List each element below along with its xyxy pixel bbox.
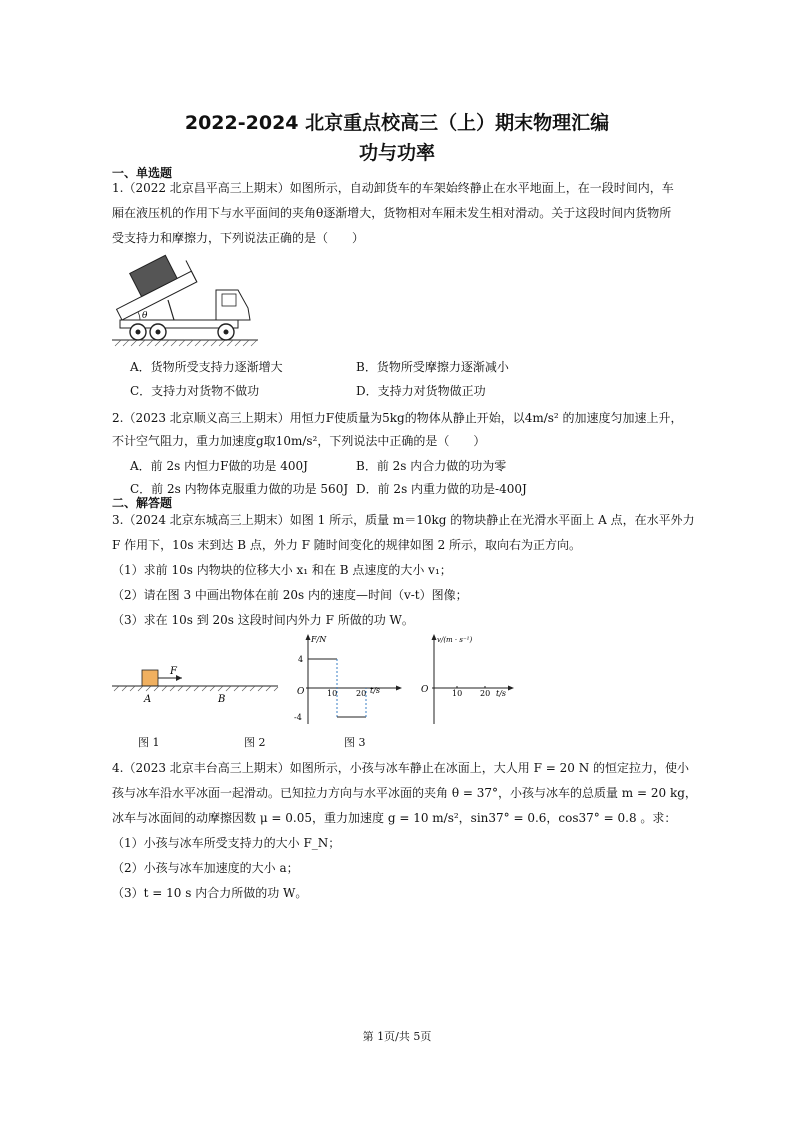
question-4-line-4: （1）小孩与冰车所受支持力的大小 F_N； [112,836,341,850]
question-1-line-3: 受支持力和摩擦力，下列说法正确的是（ ） [112,231,365,245]
x-axis-label: t/s [496,689,507,698]
question-2-option-a: A．前 2s 内恒力F做的功是 400J [130,459,308,473]
force-label: F [170,666,177,677]
y-axis-label: F/N [311,635,327,644]
theta-label: θ [142,311,148,321]
question-2-line-2: 不计空气阻力，重力加速度g取10m/s²，下列说法中正确的是（ ） [112,434,486,448]
page-title: 2022-2024 北京重点校高三（上）期末物理汇编 [184,112,610,134]
question-4-line-5: （2）小孩与冰车加速度的大小 a； [112,861,299,875]
question-2-line-1: 2.（2023 北京顺义高三上期末）用恒力F使质量为5kg的物体从静止开始，以4m/s² 的加速度匀加速上升， [112,411,683,425]
question-4-line-1: 4.（2023 北京丰台高三上期末）如图所示，小孩与冰车静止在冰面上，大人用 F = 20 N 的恒定拉力，使小 [112,761,690,775]
question-1-line-2: 厢在液压机的作用下与水平面间的夹角θ逐渐增大，货物相对车厢未发生相对滑动。关于这段时间内货物所 [112,206,672,220]
figure-3-caption: 图 3 [344,736,366,749]
figure-3-velocity-time-graph [420,630,520,726]
figure-1-caption: 图 1 [138,736,160,749]
x-tick-label-10: 10 [452,689,463,698]
question-1-option-b: B．货物所受摩擦力逐渐减小 [356,360,509,374]
dump-truck-figure [112,252,258,348]
origin-label: O [297,687,305,697]
question-1-option-c: C．支持力对货物不做功 [130,384,260,398]
question-4-line-6: （3）t = 10 s 内合力所做的功 W。 [112,886,308,900]
question-1-line-1: 1.（2022 北京昌平高三上期末）如图所示，自动卸货车的车架始终静止在水平地面上，在一段时间内，车 [112,181,674,195]
point-b-label: B [218,694,226,704]
figure-2-caption: 图 2 [244,736,266,749]
section-heading-single-choice: 一、单选题 [112,166,173,180]
x-tick-label-10: 10 [327,689,338,698]
y-axis-label: v/(m · s⁻¹) [437,636,473,644]
question-1-option-a: A．货物所受支持力逐渐增大 [130,360,283,374]
block [142,670,158,686]
origin-label: O [421,685,429,695]
figure-2-force-time-graph [290,630,410,726]
page-subtitle: 功与功率 [358,142,435,164]
question-2-option-b: B．前 2s 内合力做的功为零 [356,459,507,473]
question-3-line-1: 3.（2024 北京东城高三上期末）如图 1 所示，质量 m＝10kg 的物块静止在光滑水平面上 A 点，在水平外力 [112,513,695,527]
page-footer: 第 1页/共 5页 [362,1030,432,1043]
question-3-line-4: （2）请在图 3 中画出物体在前 20s 内的速度—时间（v-t）图像； [112,588,468,602]
x-axis-label: t/s [370,686,381,695]
section-heading-answer: 二、解答题 [112,496,173,510]
x-tick-label-20: 20 [480,689,491,698]
x-tick-label-20: 20 [356,689,367,698]
question-3-line-5: （3）求在 10s 到 20s 这段时间内外力 F 所做的功 W。 [112,613,414,627]
question-4-line-2: 孩与冰车沿水平冰面一起滑动。已知拉力方向与水平冰面的夹角 θ = 37°，小孩与冰车的总质量 m = 20 kg， [112,786,697,800]
y-tick-label-neg4: -4 [294,713,302,722]
question-1-option-d: D．支持力对货物做正功 [356,384,486,398]
question-2-option-d: D．前 2s 内重力做的功是-400J [356,482,527,496]
question-3-line-2: F 作用下，10s 末到达 B 点，外力 F 随时间变化的规律如图 2 所示，取向右为正方向。 [112,538,582,552]
figure-1-block-on-surface [112,664,280,704]
question-2-option-c: C．前 2s 内物体克服重力做的功是 560J [130,482,349,496]
question-4-line-3: 冰车与冰面间的动摩擦因数 μ = 0.05，重力加速度 g = 10 m/s²，sin37° = 0.6，cos37° = 0.8 。求： [112,811,677,825]
question-3-line-3: （1）求前 10s 内物块的位移大小 x₁ 和在 B 点速度的大小 v₁； [112,563,452,577]
y-tick-label-4: 4 [298,655,304,664]
point-a-label: A [144,694,152,704]
